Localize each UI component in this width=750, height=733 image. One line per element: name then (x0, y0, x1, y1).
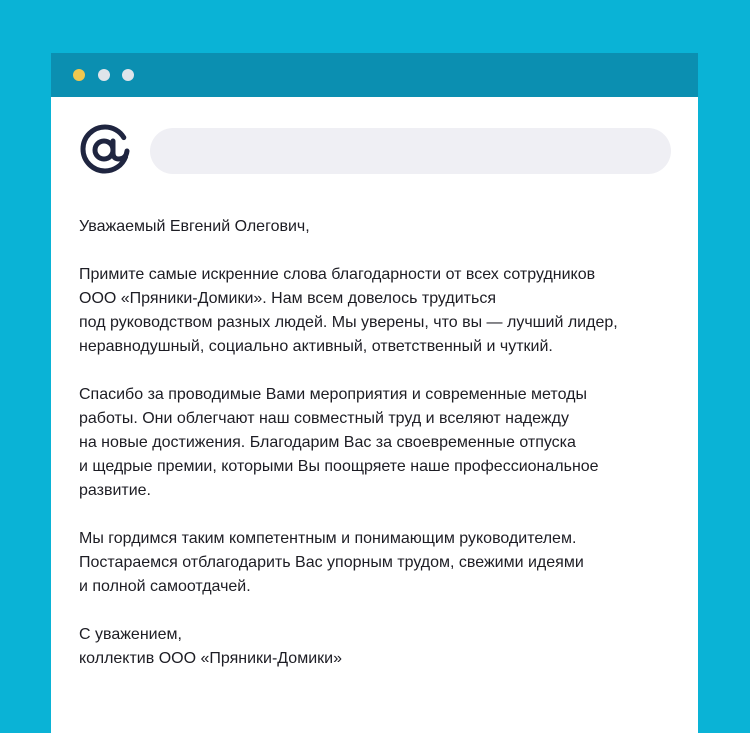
window-titlebar (51, 53, 698, 97)
email-window (51, 53, 698, 733)
letter-paragraph-2: Спасибо за проводимые Вами мероприятия и современные методы работы. Они облегчают наш совместный труд и вселяют надежду на новые достижения. Благодарим Вас за своевременные отпуска и щедрые премии, которыми Вы поощряете наше профессиональное развитие. (79, 386, 599, 499)
letter-signature: С уважением, коллектив ООО «Пряники-Домики» (79, 626, 342, 667)
at-sign-icon (77, 121, 133, 177)
recipient-address-field[interactable] (150, 128, 671, 174)
letter-paragraph-3: Мы гордимся таким компетентным и понимающим руководителем. Постараемся отблагодарить Вас упорным трудом, свежими идеями и полной самоотдачей. (79, 530, 584, 595)
letter-paragraph-1: Примите самые искренние слова благодарности от всех сотрудников ООО «Пряники-Домики». Нам всем довелось трудиться под руководством разных людей. Мы уверены, что вы — лучший лидер, неравнодушный, социально активный, ответственный и чуткий. (79, 266, 618, 355)
window-dot-gray[interactable] (122, 69, 134, 81)
letter-greeting: Уважаемый Евгений Олегович, (79, 218, 310, 235)
letter-body (79, 215, 679, 671)
window-dot-gray[interactable] (98, 69, 110, 81)
window-dot-yellow[interactable] (73, 69, 85, 81)
